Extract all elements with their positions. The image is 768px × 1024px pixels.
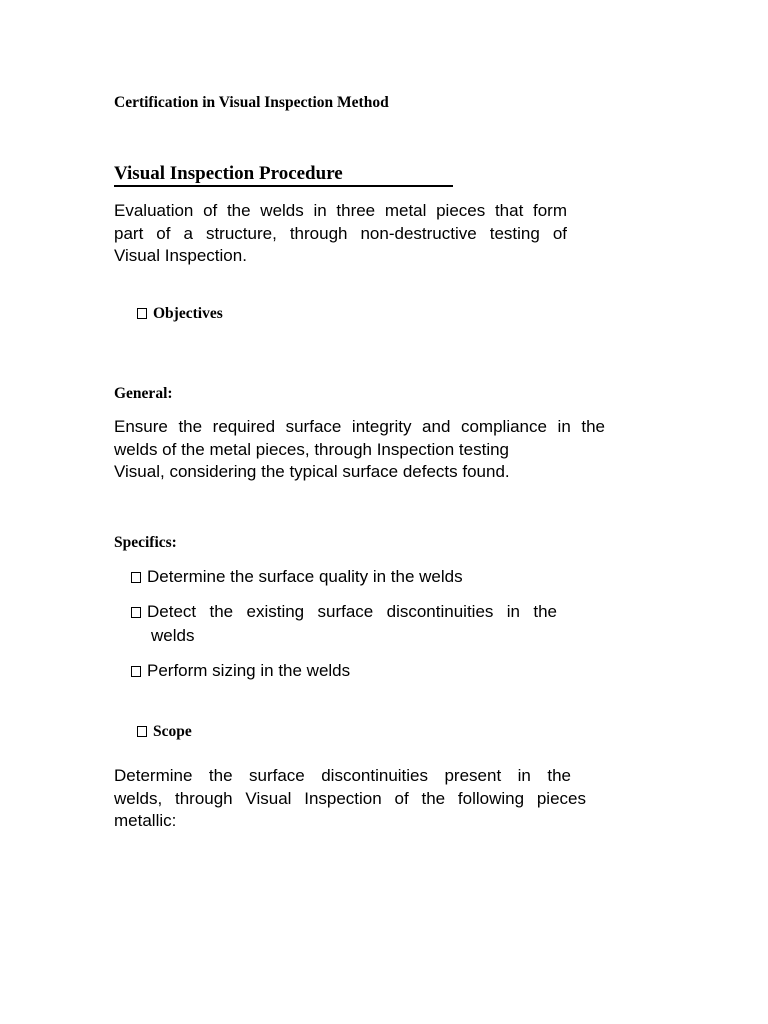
general-line: welds of the metal pieces, through Inspection testing (114, 439, 510, 459)
scope-heading-row (137, 723, 192, 741)
box-glyph-icon (131, 607, 141, 618)
general-line: Visual, considering the typical surface defects found. (114, 462, 510, 481)
box-glyph-icon (131, 666, 141, 677)
scope-line: Determine the surface discontinuities present in the (114, 766, 571, 785)
box-glyph-icon (131, 572, 141, 583)
specifics-heading: Specifics: (114, 534, 177, 551)
scope-heading: Scope (153, 723, 192, 740)
specifics-list-item (131, 566, 463, 589)
scope-paragraph (114, 765, 586, 833)
scope-line: welds, through Visual Inspection of the following pieces (114, 788, 586, 808)
box-glyph-icon (137, 726, 147, 737)
intro-paragraph (114, 200, 567, 268)
specifics-item-text (131, 601, 557, 624)
objectives-heading: Objectives (153, 305, 223, 322)
general-paragraph (114, 416, 605, 484)
specifics-item-text-line: Detect the existing surface discontinuities in the (147, 602, 557, 621)
general-heading: General: (114, 385, 173, 402)
specifics-item-text: Determine the surface quality in the welds (147, 567, 463, 586)
intro-line: part of a structure, through non-destructive testing of (114, 223, 567, 243)
box-glyph-icon (137, 308, 147, 319)
scope-line: metallic: (114, 811, 177, 830)
specifics-item-text: Perform sizing in the welds (147, 661, 351, 680)
specifics-list-item (131, 601, 557, 624)
intro-line: Evaluation of the welds in three metal pieces that form (114, 201, 567, 220)
specifics-item-continuation: welds (151, 626, 195, 645)
section-title-underline (114, 163, 453, 187)
general-line: Ensure the required surface integrity and compliance in the (114, 417, 605, 436)
objectives-heading-row (137, 305, 223, 323)
section-title: Visual Inspection Procedure (114, 163, 343, 184)
intro-line: Visual Inspection. (114, 246, 247, 265)
document-header: Certification in Visual Inspection Method (114, 94, 389, 111)
specifics-list-item (131, 660, 350, 683)
